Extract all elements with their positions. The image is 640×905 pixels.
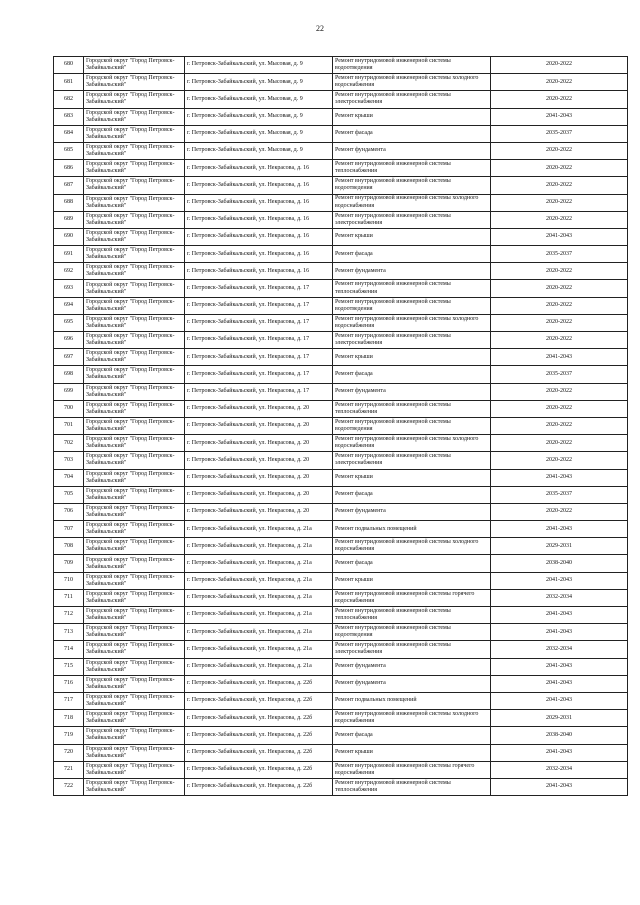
address-cell: г. Петровск-Забайкальский, ул. Некрасова, д. 21а	[185, 658, 333, 675]
municipality-cell: Городской округ "Город Петровск-Забайкальский"	[84, 125, 185, 142]
table-row	[54, 435, 628, 452]
period-cell: 2035-2037	[491, 486, 628, 503]
row-number-cell: 690	[54, 228, 84, 245]
address-cell: г. Петровск-Забайкальский, ул. Некрасова, д. 21а	[185, 521, 333, 538]
address-cell: г. Петровск-Забайкальский, ул. Некрасова, д. 16	[185, 228, 333, 245]
table-row	[54, 142, 628, 159]
address-cell: г. Петровск-Забайкальский, ул. Мысовая, д. 9	[185, 74, 333, 91]
address-cell: г. Петровск-Забайкальский, ул. Некрасова, д. 20	[185, 503, 333, 520]
work-type-cell: Ремонт внутридомовой инженерной системы холодного водоснабжения	[333, 710, 491, 727]
period-cell: 2041-2043	[491, 607, 628, 624]
period-cell: 2041-2043	[491, 675, 628, 692]
row-number-cell: 687	[54, 177, 84, 194]
address-cell: г. Петровск-Забайкальский, ул. Некрасова, д. 17	[185, 314, 333, 331]
table-row	[54, 177, 628, 194]
period-cell: 2020-2022	[491, 263, 628, 280]
row-number-cell: 684	[54, 125, 84, 142]
address-cell: г. Петровск-Забайкальский, ул. Некрасова, д. 16	[185, 160, 333, 177]
municipality-cell: Городской округ "Город Петровск-Забайкальский"	[84, 503, 185, 520]
work-type-cell: Ремонт фундамента	[333, 383, 491, 400]
address-cell: г. Петровск-Забайкальский, ул. Мысовая, д. 9	[185, 91, 333, 108]
municipality-cell: Городской округ "Город Петровск-Забайкальский"	[84, 452, 185, 469]
municipality-cell: Городской округ "Город Петровск-Забайкальский"	[84, 761, 185, 778]
municipality-cell: Городской округ "Город Петровск-Забайкальский"	[84, 710, 185, 727]
table-row	[54, 521, 628, 538]
row-number-cell: 692	[54, 263, 84, 280]
row-number-cell: 696	[54, 332, 84, 349]
municipality-cell: Городской округ "Город Петровск-Забайкальский"	[84, 589, 185, 606]
work-type-cell: Ремонт крыши	[333, 228, 491, 245]
period-cell: 2020-2022	[491, 400, 628, 417]
row-number-cell: 719	[54, 727, 84, 744]
period-cell: 2020-2022	[491, 417, 628, 434]
table-row	[54, 383, 628, 400]
municipality-cell: Городской округ "Город Петровск-Забайкальский"	[84, 211, 185, 228]
period-cell: 2041-2043	[491, 469, 628, 486]
work-type-cell: Ремонт крыши	[333, 744, 491, 761]
municipality-cell: Городской округ "Город Петровск-Забайкальский"	[84, 727, 185, 744]
period-cell: 2029-2031	[491, 538, 628, 555]
municipality-cell: Городской округ "Город Петровск-Забайкальский"	[84, 521, 185, 538]
municipality-cell: Городской округ "Город Петровск-Забайкальский"	[84, 469, 185, 486]
municipality-cell: Городской округ "Город Петровск-Забайкальский"	[84, 177, 185, 194]
period-cell: 2020-2022	[491, 383, 628, 400]
table-row	[54, 211, 628, 228]
repair-schedule-table-wrap	[53, 56, 627, 796]
table-row	[54, 469, 628, 486]
table-row	[54, 400, 628, 417]
municipality-cell: Городской округ "Город Петровск-Забайкальский"	[84, 692, 185, 709]
work-type-cell: Ремонт фасада	[333, 366, 491, 383]
address-cell: г. Петровск-Забайкальский, ул. Некрасова, д. 22б	[185, 727, 333, 744]
row-number-cell: 714	[54, 641, 84, 658]
period-cell: 2041-2043	[491, 349, 628, 366]
row-number-cell: 713	[54, 624, 84, 641]
municipality-cell: Городской округ "Город Петровск-Забайкальский"	[84, 108, 185, 125]
address-cell: г. Петровск-Забайкальский, ул. Некрасова, д. 22б	[185, 744, 333, 761]
address-cell: г. Петровск-Забайкальский, ул. Некрасова, д. 17	[185, 297, 333, 314]
period-cell: 2020-2022	[491, 280, 628, 297]
period-cell: 2035-2037	[491, 366, 628, 383]
address-cell: г. Петровск-Забайкальский, ул. Некрасова, д. 22б	[185, 675, 333, 692]
period-cell: 2038-2040	[491, 727, 628, 744]
row-number-cell: 701	[54, 417, 84, 434]
work-type-cell: Ремонт внутридомовой инженерной системы электроснабжения	[333, 211, 491, 228]
work-type-cell: Ремонт крыши	[333, 349, 491, 366]
address-cell: г. Петровск-Забайкальский, ул. Некрасова, д. 17	[185, 332, 333, 349]
row-number-cell: 717	[54, 692, 84, 709]
work-type-cell: Ремонт внутридомовой инженерной системы горячего водоснабжения	[333, 761, 491, 778]
work-type-cell: Ремонт внутридомовой инженерной системы холодного водоснабжения	[333, 538, 491, 555]
address-cell: г. Петровск-Забайкальский, ул. Некрасова, д. 16	[185, 263, 333, 280]
table-row	[54, 572, 628, 589]
table-row	[54, 57, 628, 74]
municipality-cell: Городской округ "Город Петровск-Забайкальский"	[84, 332, 185, 349]
municipality-cell: Городской округ "Город Петровск-Забайкальский"	[84, 486, 185, 503]
row-number-cell: 704	[54, 469, 84, 486]
address-cell: г. Петровск-Забайкальский, ул. Некрасова, д. 22б	[185, 761, 333, 778]
row-number-cell: 715	[54, 658, 84, 675]
table-row	[54, 125, 628, 142]
period-cell: 2029-2031	[491, 710, 628, 727]
table-row	[54, 91, 628, 108]
row-number-cell: 691	[54, 246, 84, 263]
municipality-cell: Городской округ "Город Петровск-Забайкальский"	[84, 658, 185, 675]
table-row	[54, 658, 628, 675]
municipality-cell: Городской округ "Город Петровск-Забайкальский"	[84, 778, 185, 795]
address-cell: г. Петровск-Забайкальский, ул. Некрасова, д. 16	[185, 177, 333, 194]
work-type-cell: Ремонт внутридомовой инженерной системы электроснабжения	[333, 332, 491, 349]
municipality-cell: Городской округ "Город Петровск-Забайкальский"	[84, 297, 185, 314]
work-type-cell: Ремонт фундамента	[333, 658, 491, 675]
work-type-cell: Ремонт подвальных помещений	[333, 521, 491, 538]
period-cell: 2041-2043	[491, 692, 628, 709]
work-type-cell: Ремонт фасада	[333, 727, 491, 744]
address-cell: г. Петровск-Забайкальский, ул. Некрасова, д. 17	[185, 366, 333, 383]
work-type-cell: Ремонт внутридомовой инженерной системы теплоснабжения	[333, 607, 491, 624]
period-cell: 2032-2034	[491, 589, 628, 606]
period-cell: 2041-2043	[491, 624, 628, 641]
municipality-cell: Городской округ "Город Петровск-Забайкальский"	[84, 246, 185, 263]
work-type-cell: Ремонт фасада	[333, 125, 491, 142]
table-row	[54, 366, 628, 383]
table-row	[54, 332, 628, 349]
row-number-cell: 700	[54, 400, 84, 417]
period-cell: 2041-2043	[491, 658, 628, 675]
row-number-cell: 694	[54, 297, 84, 314]
table-row	[54, 744, 628, 761]
address-cell: г. Петровск-Забайкальский, ул. Некрасова, д. 20	[185, 400, 333, 417]
municipality-cell: Городской округ "Город Петровск-Забайкальский"	[84, 91, 185, 108]
row-number-cell: 686	[54, 160, 84, 177]
page-number: 22	[316, 24, 324, 33]
municipality-cell: Городской округ "Город Петровск-Забайкальский"	[84, 314, 185, 331]
table-row	[54, 727, 628, 744]
address-cell: г. Петровск-Забайкальский, ул. Некрасова, д. 22б	[185, 710, 333, 727]
work-type-cell: Ремонт внутридомовой инженерной системы теплоснабжения	[333, 160, 491, 177]
address-cell: г. Петровск-Забайкальский, ул. Некрасова, д. 17	[185, 383, 333, 400]
work-type-cell: Ремонт внутридомовой инженерной системы электроснабжения	[333, 641, 491, 658]
period-cell: 2020-2022	[491, 142, 628, 159]
address-cell: г. Петровск-Забайкальский, ул. Некрасова, д. 16	[185, 211, 333, 228]
municipality-cell: Городской округ "Город Петровск-Забайкальский"	[84, 675, 185, 692]
municipality-cell: Городской округ "Город Петровск-Забайкальский"	[84, 572, 185, 589]
table-row	[54, 108, 628, 125]
address-cell: г. Петровск-Забайкальский, ул. Некрасова, д. 21а	[185, 572, 333, 589]
work-type-cell: Ремонт внутридомовой инженерной системы теплоснабжения	[333, 280, 491, 297]
row-number-cell: 718	[54, 710, 84, 727]
table-row	[54, 624, 628, 641]
work-type-cell: Ремонт внутридомовой инженерной системы водоотведения	[333, 57, 491, 74]
row-number-cell: 709	[54, 555, 84, 572]
table-row	[54, 555, 628, 572]
period-cell: 2041-2043	[491, 521, 628, 538]
work-type-cell: Ремонт внутридомовой инженерной системы водоотведения	[333, 624, 491, 641]
address-cell: г. Петровск-Забайкальский, ул. Некрасова, д. 16	[185, 246, 333, 263]
municipality-cell: Городской округ "Город Петровск-Забайкальский"	[84, 555, 185, 572]
period-cell: 2020-2022	[491, 211, 628, 228]
address-cell: г. Петровск-Забайкальский, ул. Некрасова, д. 20	[185, 486, 333, 503]
address-cell: г. Петровск-Забайкальский, ул. Некрасова, д. 16	[185, 194, 333, 211]
period-cell: 2020-2022	[491, 503, 628, 520]
work-type-cell: Ремонт внутридомовой инженерной системы холодного водоснабжения	[333, 194, 491, 211]
work-type-cell: Ремонт фасада	[333, 246, 491, 263]
row-number-cell: 707	[54, 521, 84, 538]
municipality-cell: Городской округ "Город Петровск-Забайкальский"	[84, 349, 185, 366]
municipality-cell: Городской округ "Город Петровск-Забайкальский"	[84, 366, 185, 383]
period-cell: 2032-2034	[491, 761, 628, 778]
work-type-cell: Ремонт подвальных помещений	[333, 692, 491, 709]
table-row	[54, 710, 628, 727]
table-row	[54, 538, 628, 555]
work-type-cell: Ремонт крыши	[333, 572, 491, 589]
row-number-cell: 693	[54, 280, 84, 297]
table-row	[54, 297, 628, 314]
municipality-cell: Городской округ "Город Петровск-Забайкальский"	[84, 383, 185, 400]
address-cell: г. Петровск-Забайкальский, ул. Некрасова, д. 17	[185, 280, 333, 297]
address-cell: г. Петровск-Забайкальский, ул. Некрасова, д. 21а	[185, 538, 333, 555]
table-row	[54, 607, 628, 624]
table-row	[54, 349, 628, 366]
row-number-cell: 712	[54, 607, 84, 624]
row-number-cell: 688	[54, 194, 84, 211]
row-number-cell: 697	[54, 349, 84, 366]
address-cell: г. Петровск-Забайкальский, ул. Мысовая, д. 9	[185, 142, 333, 159]
period-cell: 2020-2022	[491, 177, 628, 194]
municipality-cell: Городской округ "Город Петровск-Забайкальский"	[84, 74, 185, 91]
work-type-cell: Ремонт фасада	[333, 555, 491, 572]
work-type-cell: Ремонт внутридомовой инженерной системы водоотведения	[333, 177, 491, 194]
row-number-cell: 681	[54, 74, 84, 91]
work-type-cell: Ремонт фундамента	[333, 675, 491, 692]
period-cell: 2020-2022	[491, 314, 628, 331]
row-number-cell: 722	[54, 778, 84, 795]
period-cell: 2020-2022	[491, 91, 628, 108]
table-row	[54, 641, 628, 658]
row-number-cell: 703	[54, 452, 84, 469]
municipality-cell: Городской округ "Город Петровск-Забайкальский"	[84, 417, 185, 434]
period-cell: 2041-2043	[491, 108, 628, 125]
period-cell: 2035-2037	[491, 125, 628, 142]
municipality-cell: Городской округ "Город Петровск-Забайкальский"	[84, 228, 185, 245]
row-number-cell: 682	[54, 91, 84, 108]
municipality-cell: Городской округ "Город Петровск-Забайкальский"	[84, 160, 185, 177]
row-number-cell: 711	[54, 589, 84, 606]
period-cell: 2020-2022	[491, 435, 628, 452]
period-cell: 2041-2043	[491, 572, 628, 589]
row-number-cell: 680	[54, 57, 84, 74]
table-row	[54, 314, 628, 331]
table-row	[54, 194, 628, 211]
municipality-cell: Городской округ "Город Петровск-Забайкальский"	[84, 194, 185, 211]
address-cell: г. Петровск-Забайкальский, ул. Мысовая, д. 9	[185, 108, 333, 125]
work-type-cell: Ремонт внутридомовой инженерной системы электроснабжения	[333, 452, 491, 469]
address-cell: г. Петровск-Забайкальский, ул. Некрасова, д. 22б	[185, 778, 333, 795]
municipality-cell: Городской округ "Город Петровск-Забайкальский"	[84, 142, 185, 159]
address-cell: г. Петровск-Забайкальский, ул. Мысовая, д. 9	[185, 57, 333, 74]
row-number-cell: 685	[54, 142, 84, 159]
table-row	[54, 589, 628, 606]
period-cell: 2020-2022	[491, 297, 628, 314]
work-type-cell: Ремонт внутридомовой инженерной системы водоотведения	[333, 297, 491, 314]
table-row	[54, 417, 628, 434]
address-cell: г. Петровск-Забайкальский, ул. Некрасова, д. 21а	[185, 607, 333, 624]
work-type-cell: Ремонт внутридомовой инженерной системы водоотведения	[333, 417, 491, 434]
row-number-cell: 702	[54, 435, 84, 452]
row-number-cell: 699	[54, 383, 84, 400]
address-cell: г. Петровск-Забайкальский, ул. Некрасова, д. 21а	[185, 589, 333, 606]
table-row	[54, 228, 628, 245]
row-number-cell: 721	[54, 761, 84, 778]
period-cell: 2038-2040	[491, 555, 628, 572]
municipality-cell: Городской округ "Город Петровск-Забайкальский"	[84, 607, 185, 624]
table-row	[54, 486, 628, 503]
row-number-cell: 720	[54, 744, 84, 761]
period-cell: 2041-2043	[491, 744, 628, 761]
work-type-cell: Ремонт внутридомовой инженерной системы теплоснабжения	[333, 778, 491, 795]
row-number-cell: 716	[54, 675, 84, 692]
address-cell: г. Петровск-Забайкальский, ул. Некрасова, д. 22б	[185, 692, 333, 709]
row-number-cell: 705	[54, 486, 84, 503]
repair-schedule-table	[53, 56, 628, 796]
work-type-cell: Ремонт фундамента	[333, 142, 491, 159]
table-row	[54, 74, 628, 91]
period-cell: 2020-2022	[491, 74, 628, 91]
work-type-cell: Ремонт внутридомовой инженерной системы холодного водоснабжения	[333, 435, 491, 452]
municipality-cell: Городской округ "Город Петровск-Забайкальский"	[84, 435, 185, 452]
address-cell: г. Петровск-Забайкальский, ул. Некрасова, д. 20	[185, 417, 333, 434]
row-number-cell: 710	[54, 572, 84, 589]
row-number-cell: 683	[54, 108, 84, 125]
row-number-cell: 706	[54, 503, 84, 520]
address-cell: г. Петровск-Забайкальский, ул. Некрасова, д. 20	[185, 469, 333, 486]
period-cell: 2020-2022	[491, 57, 628, 74]
municipality-cell: Городской округ "Город Петровск-Забайкальский"	[84, 744, 185, 761]
row-number-cell: 695	[54, 314, 84, 331]
work-type-cell: Ремонт фундамента	[333, 503, 491, 520]
row-number-cell: 708	[54, 538, 84, 555]
period-cell: 2035-2037	[491, 246, 628, 263]
table-row	[54, 761, 628, 778]
period-cell: 2020-2022	[491, 194, 628, 211]
period-cell: 2020-2022	[491, 160, 628, 177]
row-number-cell: 698	[54, 366, 84, 383]
work-type-cell: Ремонт внутридомовой инженерной системы электроснабжения	[333, 91, 491, 108]
address-cell: г. Петровск-Забайкальский, ул. Некрасова, д. 21а	[185, 641, 333, 658]
municipality-cell: Городской округ "Город Петровск-Забайкальский"	[84, 263, 185, 280]
address-cell: г. Петровск-Забайкальский, ул. Некрасова, д. 17	[185, 349, 333, 366]
table-body	[54, 57, 628, 796]
address-cell: г. Петровск-Забайкальский, ул. Некрасова, д. 21а	[185, 555, 333, 572]
table-row	[54, 263, 628, 280]
table-row	[54, 160, 628, 177]
work-type-cell: Ремонт крыши	[333, 469, 491, 486]
work-type-cell: Ремонт внутридомовой инженерной системы теплоснабжения	[333, 400, 491, 417]
table-row	[54, 246, 628, 263]
work-type-cell: Ремонт фундамента	[333, 263, 491, 280]
period-cell: 2032-2034	[491, 641, 628, 658]
period-cell: 2020-2022	[491, 332, 628, 349]
table-row	[54, 778, 628, 795]
row-number-cell: 689	[54, 211, 84, 228]
address-cell: г. Петровск-Забайкальский, ул. Мысовая, д. 9	[185, 125, 333, 142]
table-row	[54, 675, 628, 692]
municipality-cell: Городской округ "Город Петровск-Забайкальский"	[84, 280, 185, 297]
municipality-cell: Городской округ "Город Петровск-Забайкальский"	[84, 400, 185, 417]
address-cell: г. Петровск-Забайкальский, ул. Некрасова, д. 21а	[185, 624, 333, 641]
municipality-cell: Городской округ "Город Петровск-Забайкальский"	[84, 624, 185, 641]
work-type-cell: Ремонт крыши	[333, 108, 491, 125]
address-cell: г. Петровск-Забайкальский, ул. Некрасова, д. 20	[185, 435, 333, 452]
municipality-cell: Городской округ "Город Петровск-Забайкальский"	[84, 538, 185, 555]
work-type-cell: Ремонт внутридомовой инженерной системы холодного водоснабжения	[333, 314, 491, 331]
table-row	[54, 503, 628, 520]
municipality-cell: Городской округ "Город Петровск-Забайкальский"	[84, 641, 185, 658]
table-row	[54, 692, 628, 709]
period-cell: 2020-2022	[491, 452, 628, 469]
period-cell: 2041-2043	[491, 778, 628, 795]
address-cell: г. Петровск-Забайкальский, ул. Некрасова, д. 20	[185, 452, 333, 469]
table-row	[54, 280, 628, 297]
period-cell: 2041-2043	[491, 228, 628, 245]
table-row	[54, 452, 628, 469]
work-type-cell: Ремонт фасада	[333, 486, 491, 503]
municipality-cell: Городской округ "Город Петровск-Забайкальский"	[84, 57, 185, 74]
work-type-cell: Ремонт внутридомовой инженерной системы горячего водоснабжения	[333, 589, 491, 606]
work-type-cell: Ремонт внутридомовой инженерной системы холодного водоснабжения	[333, 74, 491, 91]
